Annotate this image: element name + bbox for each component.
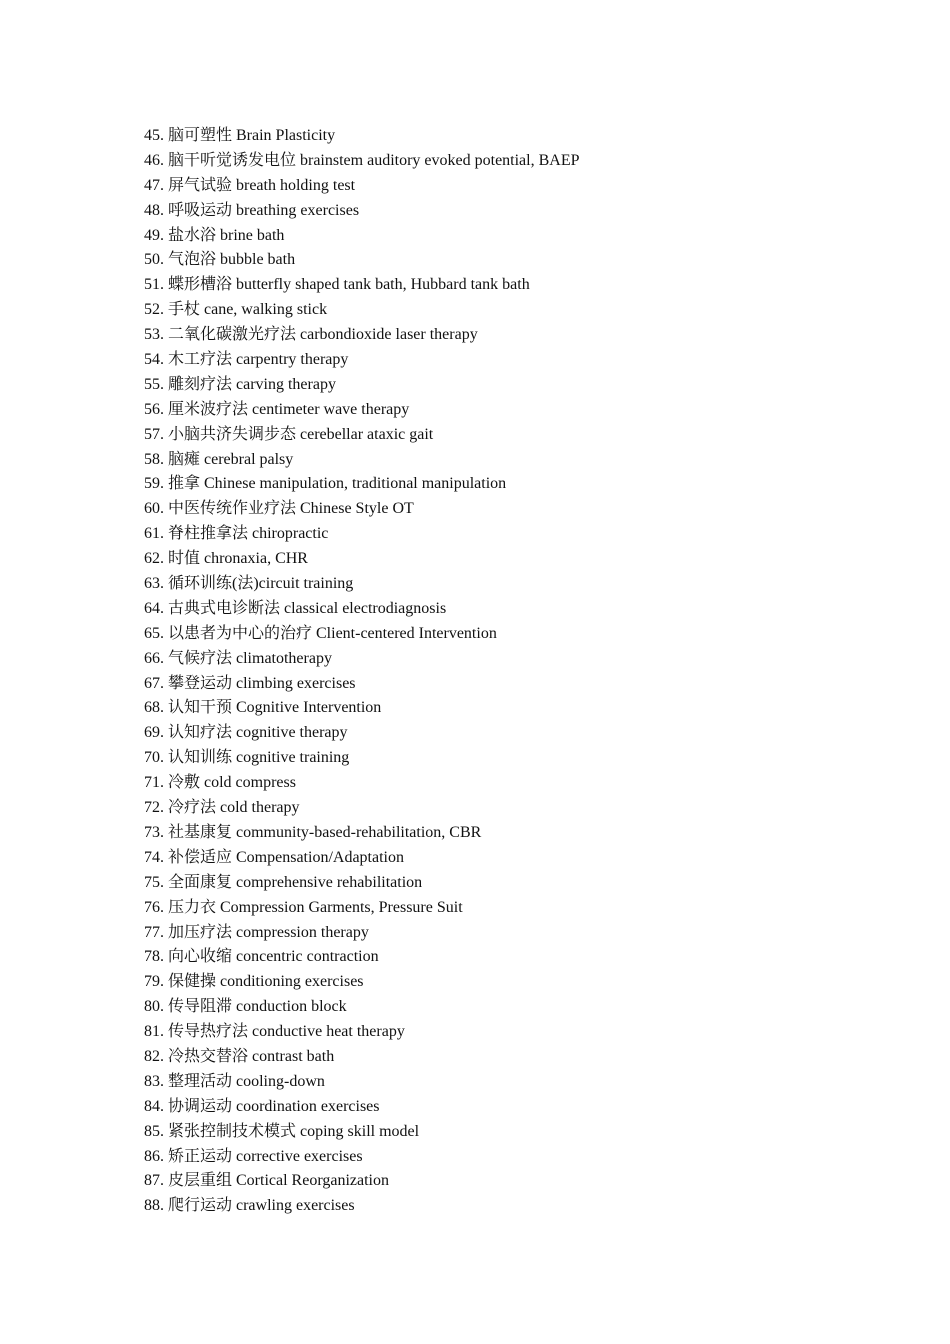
term-entry [144,149,580,174]
term-number: 71. [144,774,164,792]
term-number: 86. [144,1147,164,1165]
term-entry [144,323,580,348]
term-text: 补偿适应 Compensation/Adaptation [168,848,404,866]
term-number: 59. [144,475,164,493]
term-text: 木工疗法 carpentry therapy [168,351,349,369]
term-entry [144,1045,580,1070]
term-number: 81. [144,1023,164,1041]
term-entry [144,771,580,796]
term-entry [144,1169,580,1194]
term-entry [144,248,580,273]
term-number: 56. [144,400,164,418]
term-number: 61. [144,525,164,543]
term-text: 中医传统作业疗法 Chinese Style OT [168,500,414,518]
term-text: 二氧化碳激光疗法 carbondioxide laser therapy [168,326,478,344]
term-entry [144,1194,580,1219]
term-text: 盐水浴 brine bath [168,226,285,244]
term-text: 蝶形槽浴 butterfly shaped tank bath, Hubbard tank bath [168,276,530,294]
term-text: 手杖 cane, walking stick [168,301,328,319]
term-entry [144,1120,580,1145]
term-number: 51. [144,276,164,294]
term-text: 向心收缩 concentric contraction [168,948,379,966]
term-text: 循环训练(法)circuit training [168,575,354,593]
term-entry [144,796,580,821]
term-entry [144,995,580,1020]
term-text: 加压疗法 compression therapy [168,923,369,941]
term-entry [144,472,580,497]
term-number: 55. [144,375,164,393]
term-entry [144,1020,580,1045]
term-text: 古典式电诊断法 classical electrodiagnosis [168,599,447,617]
term-entry [144,224,580,249]
term-entry [144,174,580,199]
term-text: 脑瘫 cerebral palsy [168,450,294,468]
term-text: 气泡浴 bubble bath [168,251,296,269]
term-number: 85. [144,1122,164,1140]
term-number: 75. [144,873,164,891]
term-list [144,124,580,1219]
term-entry [144,846,580,871]
term-text: 脑干听觉诱发电位 brainstem auditory evoked potential, BAEP [168,151,580,169]
term-text: 雕刻疗法 carving therapy [168,375,336,393]
term-number: 77. [144,923,164,941]
term-entry [144,896,580,921]
term-number: 88. [144,1197,164,1215]
term-text: 压力衣 Compression Garments, Pressure Suit [168,898,463,916]
term-text: 认知训练 cognitive training [168,749,350,767]
term-entry [144,945,580,970]
term-entry [144,398,580,423]
term-entry [144,1070,580,1095]
term-number: 64. [144,599,164,617]
term-number: 80. [144,998,164,1016]
term-number: 62. [144,550,164,568]
term-entry [144,672,580,697]
term-text: 呼吸运动 breathing exercises [168,201,360,219]
term-text: 冷热交替浴 contrast bath [168,1047,335,1065]
term-number: 72. [144,799,164,817]
term-number: 54. [144,351,164,369]
term-number: 66. [144,649,164,667]
term-text: 紧张控制技术模式 coping skill model [168,1122,420,1140]
term-text: 冷敷 cold compress [168,774,296,792]
term-number: 68. [144,699,164,717]
term-number: 79. [144,973,164,991]
term-number: 70. [144,749,164,767]
term-number: 48. [144,201,164,219]
term-text: 气候疗法 climatotherapy [168,649,332,667]
term-entry [144,921,580,946]
term-text: 整理活动 cooling-down [168,1072,325,1090]
term-number: 73. [144,823,164,841]
term-number: 46. [144,151,164,169]
term-entry [144,373,580,398]
term-number: 53. [144,326,164,344]
term-text: 推拿 Chinese manipulation, traditional manipulation [168,475,507,493]
term-text: 认知干预 Cognitive Intervention [168,699,382,717]
term-number: 45. [144,127,164,144]
term-entry [144,696,580,721]
term-text: 小脑共济失调步态 cerebellar ataxic gait [168,425,434,443]
term-number: 74. [144,848,164,866]
term-entry [144,970,580,995]
term-number: 63. [144,575,164,593]
term-text: 社基康复 community-based-rehabilitation, CBR [168,823,482,841]
term-number: 83. [144,1072,164,1090]
term-number: 58. [144,450,164,468]
term-entry [144,547,580,572]
term-number: 76. [144,898,164,916]
term-text: 屏气试验 breath holding test [168,176,356,194]
term-number: 60. [144,500,164,518]
term-entry [144,497,580,522]
term-entry [144,448,580,473]
term-entry [144,1095,580,1120]
term-text: 攀登运动 climbing exercises [168,674,356,692]
term-number: 47. [144,176,164,194]
term-entry [144,721,580,746]
term-text: 以患者为中心的治疗 Client-centered Intervention [168,624,497,642]
term-text: 全面康复 comprehensive rehabilitation [168,873,423,891]
term-text: 厘米波疗法 centimeter wave therapy [168,400,410,418]
term-number: 65. [144,624,164,642]
term-number: 78. [144,948,164,966]
term-number: 57. [144,425,164,443]
term-entry [144,298,580,323]
term-text: 时值 chronaxia, CHR [168,550,308,568]
term-entry [144,597,580,622]
term-entry [144,124,580,149]
term-text: 脑可塑性 Brain Plasticity [168,127,336,144]
term-text: 脊柱推拿法 chiropractic [168,525,329,543]
term-text: 爬行运动 crawling exercises [168,1197,355,1215]
term-text: 冷疗法 cold therapy [168,799,300,817]
term-text: 矫正运动 corrective exercises [168,1147,363,1165]
term-entry [144,522,580,547]
term-entry [144,647,580,672]
term-entry [144,423,580,448]
term-text: 皮层重组 Cortical Reorganization [168,1172,389,1190]
term-number: 50. [144,251,164,269]
term-entry [144,871,580,896]
term-number: 49. [144,226,164,244]
term-entry [144,199,580,224]
term-entry [144,821,580,846]
term-entry [144,273,580,298]
term-number: 87. [144,1172,164,1190]
term-entry [144,348,580,373]
term-text: 保健操 conditioning exercises [168,973,364,991]
term-entry [144,746,580,771]
term-entry [144,1145,580,1170]
term-text: 传导热疗法 conductive heat therapy [168,1023,405,1041]
term-entry [144,572,580,597]
term-number: 69. [144,724,164,742]
term-entry [144,622,580,647]
term-text: 传导阻滞 conduction block [168,998,347,1016]
term-number: 52. [144,301,164,319]
term-number: 84. [144,1097,164,1115]
term-number: 82. [144,1047,164,1065]
term-text: 认知疗法 cognitive therapy [168,724,348,742]
term-number: 67. [144,674,164,692]
term-text: 协调运动 coordination exercises [168,1097,380,1115]
